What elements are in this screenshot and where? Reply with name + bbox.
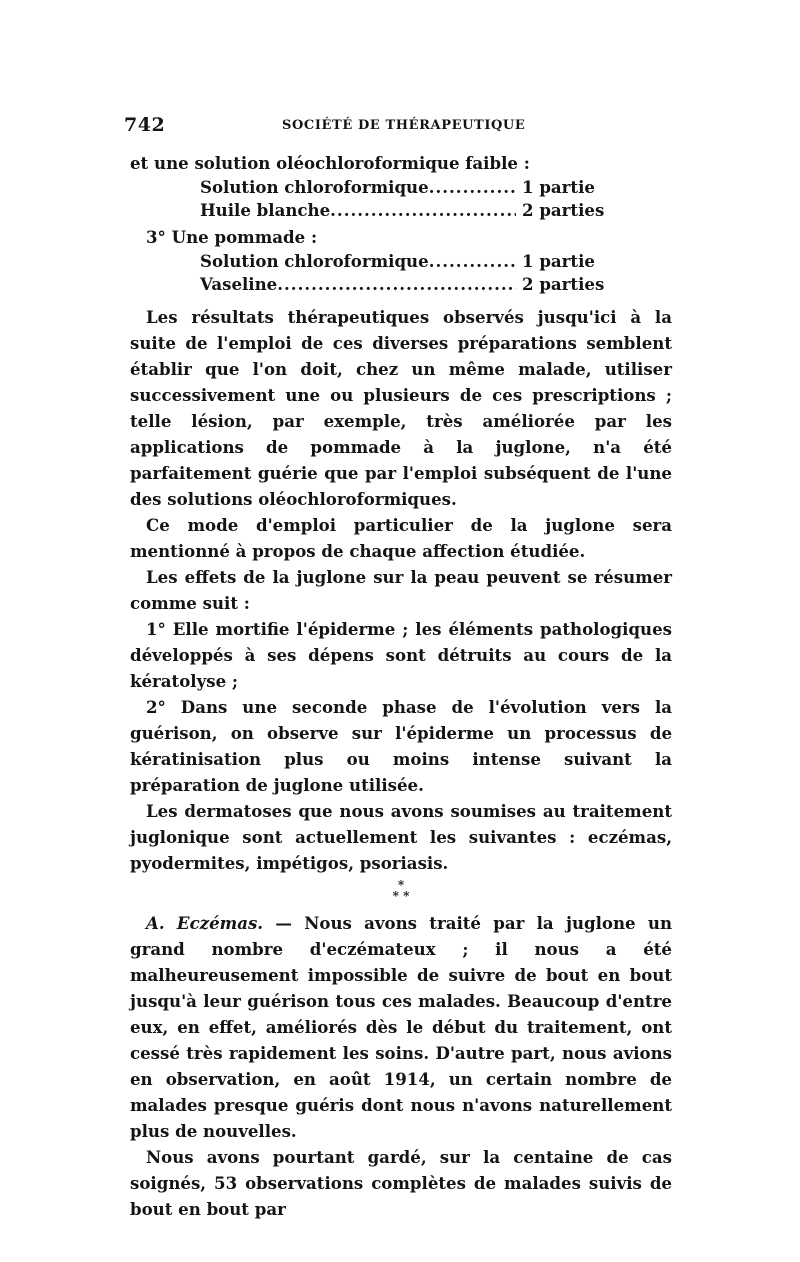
ingredient-name: Solution chloroformique [200,251,429,271]
leader-dots [429,176,516,199]
body-text [130,150,672,1222]
asterism-bottom: * * [392,889,410,903]
recipe-line [200,273,672,296]
ingredient-name: Huile blanche [200,200,331,220]
paragraph-effect-2: 2° Dans une seconde phase de l'évolution vers la guérison, on observe sur l'épiderme un processus de kératinisation plus ou moins intense suivant la préparation de juglone utilisée. [130,697,672,795]
ingredient-quantity: 1 partie [522,177,595,197]
ingredient-name: Vaseline [200,274,278,294]
recipe-line [200,250,672,273]
ingredient-quantity: 2 parties [522,200,605,220]
ingredient-quantity: 2 parties [522,274,605,294]
page-header [124,114,672,138]
recipe-line [200,199,672,222]
paragraph-results: Les résultats thérapeutiques observés jusqu'ici à la suite de l'emploi de ces diverses préparations semblent établir que l'on doit, chez un même malade, utiliser successivement une ou plusieurs de ces prescriptions ; telle lésion, par exemple, très améliorée par les applications de pommade à la juglone, n'a été parfaitement guérie que par l'emploi subséquent de l'une des solutions oléochloroformiques. [130,307,672,509]
section-a-label: A. Eczémas. [146,913,264,933]
leader-dots [330,199,516,222]
paragraph-section-a [130,910,672,1144]
ingredient-name: Solution chloroformique [200,177,429,197]
paragraph-observations: Nous avons pourtant gardé, sur la centaine de cas soignés, 53 observations complètes de malades suivis de bout en bout par [130,1147,672,1219]
page-number: 742 [124,114,166,136]
item-3-heading: 3° Une pommade : [146,227,318,247]
paragraph-dermatoses: Les dermatoses que nous avons soumises au traitement juglonique sont actuellement les suivantes : eczémas, pyodermites, impétigos, psoriasis. [130,801,672,873]
spacer [130,296,672,304]
paragraph-effect-1: 1° Elle mortifie l'épiderme ; les éléments pathologiques développés à ses dépens sont détruits au cours de la kératolyse ; [130,619,672,691]
paragraph-mode: Ce mode d'emploi particulier de la juglone sera mentionné à propos de chaque affection étudiée. [130,515,672,561]
section-a-text: — Nous avons traité par la juglone un grand nombre d'eczémateux ; il nous a été malheureusement impossible de suivre de bout en bout jusqu'à leur guérison tous ces malades. Beaucoup d'entre eux, en effet, améliorés dès le début du traitement, ont cessé très rapidement les soins. D'autre part, nous avions en observation, en août 1914, un certain nombre de malades presque guéris dont nous n'avons naturellement plus de nouvelles. [130,913,673,1141]
ingredient-quantity: 1 partie [522,251,595,271]
recipe-pommade [130,250,672,296]
intro-line: et une solution oléochloroformique faible : [130,153,530,173]
running-title: SOCIÉTÉ DE THÉRAPEUTIQUE [282,118,526,133]
asterism-top: * [397,878,405,892]
section-asterism [130,876,672,910]
leader-dots [429,250,516,273]
paragraph-effects-intro: Les effets de la juglone sur la peau peuvent se résumer comme suit : [130,567,672,613]
recipe-line [200,176,672,199]
leader-dots [277,273,516,296]
recipe-oleochloroform [130,176,672,222]
